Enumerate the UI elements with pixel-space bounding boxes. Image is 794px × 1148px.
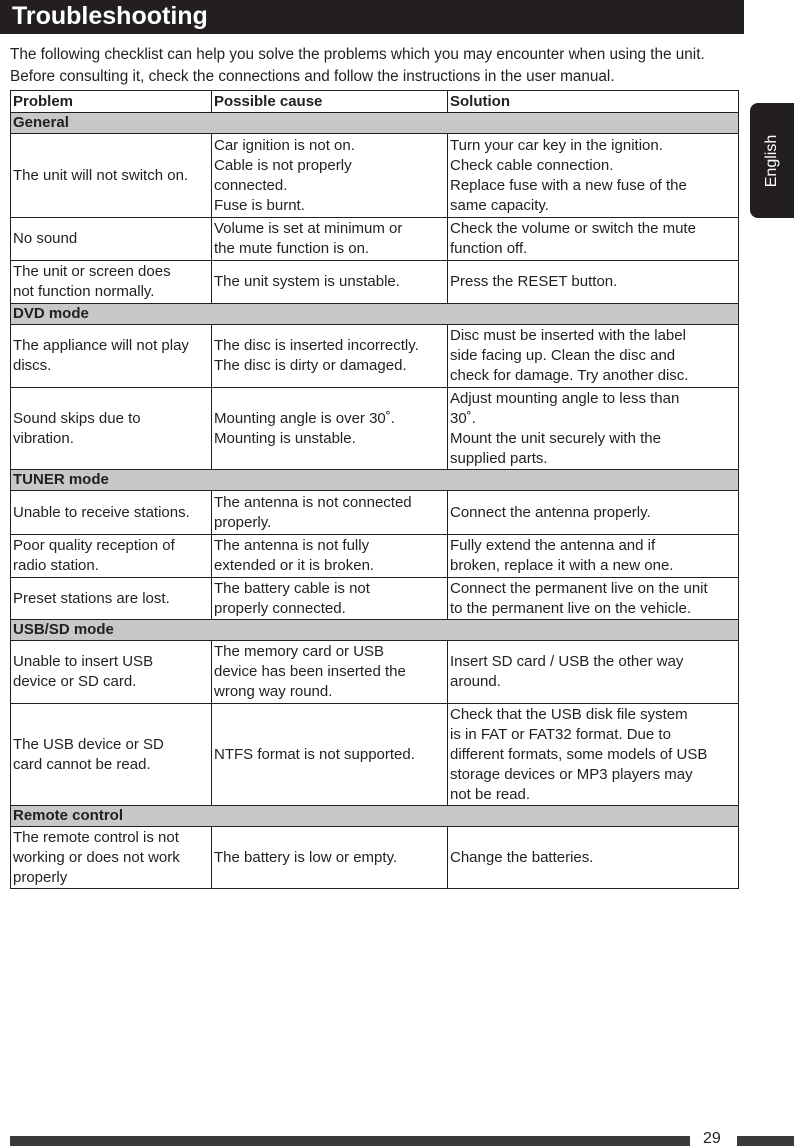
problem-cell: Preset stations are lost. xyxy=(11,578,212,620)
problem-cell: The unit or screen does not function normally. xyxy=(11,261,212,304)
table-row xyxy=(11,535,739,578)
header-cause: Possible cause xyxy=(212,91,448,113)
problem-cell: Unable to receive stations. xyxy=(11,491,212,535)
header-row xyxy=(11,91,739,113)
table-row xyxy=(11,578,739,620)
header-solution: Solution xyxy=(448,91,739,113)
solution-cell: Check that the USB disk file system is in FAT or FAT32 format. Due to different formats, some models of USB storage devices or MP3 players may not be read. xyxy=(448,704,739,806)
header-problem: Problem xyxy=(11,91,212,113)
problem-cell: No sound xyxy=(11,218,212,261)
page-title: Troubleshooting xyxy=(12,2,208,30)
section-title: TUNER mode xyxy=(11,470,739,491)
section-row xyxy=(11,304,739,325)
section-title: Remote control xyxy=(11,806,739,827)
solution-cell: Adjust mounting angle to less than 30˚. Mount the unit securely with the supplied parts. xyxy=(448,388,739,470)
page-number: 29 xyxy=(703,1130,721,1147)
table-row xyxy=(11,827,739,889)
table-row xyxy=(11,134,739,218)
table-row xyxy=(11,388,739,470)
section-title: USB/SD mode xyxy=(11,620,739,641)
solution-cell: Turn your car key in the ignition. Check cable connection. Replace fuse with a new fuse of the same capacity. xyxy=(448,134,739,218)
troubleshooting-table xyxy=(10,90,739,889)
solution-cell: Disc must be inserted with the label side facing up. Clean the disc and check for damage. Try another disc. xyxy=(448,325,739,388)
table-row xyxy=(11,491,739,535)
cause-cell: The unit system is unstable. xyxy=(212,261,448,304)
cause-cell: NTFS format is not supported. xyxy=(212,704,448,806)
title-bar xyxy=(0,0,744,34)
footer-bar-left xyxy=(10,1136,690,1146)
solution-cell: Insert SD card / USB the other way around. xyxy=(448,641,739,704)
solution-cell: Press the RESET button. xyxy=(448,261,739,304)
solution-cell: Connect the antenna properly. xyxy=(448,491,739,535)
table-row xyxy=(11,325,739,388)
cause-cell: Volume is set at minimum or the mute function is on. xyxy=(212,218,448,261)
language-tab-label: English xyxy=(763,134,780,187)
table-row xyxy=(11,641,739,704)
section-row xyxy=(11,806,739,827)
cause-cell: Car ignition is not on. Cable is not properly connected. Fuse is burnt. xyxy=(212,134,448,218)
section-row xyxy=(11,620,739,641)
solution-cell: Change the batteries. xyxy=(448,827,739,889)
table-row xyxy=(11,218,739,261)
cause-cell: The battery cable is not properly connected. xyxy=(212,578,448,620)
cause-cell: The antenna is not connected properly. xyxy=(212,491,448,535)
cause-cell: The battery is low or empty. xyxy=(212,827,448,889)
problem-cell: The appliance will not play discs. xyxy=(11,325,212,388)
table-row xyxy=(11,704,739,806)
problem-cell: Sound skips due to vibration. xyxy=(11,388,212,470)
cause-cell: The memory card or USB device has been inserted the wrong way round. xyxy=(212,641,448,704)
solution-cell: Check the volume or switch the mute function off. xyxy=(448,218,739,261)
cause-cell: The disc is inserted incorrectly. The disc is dirty or damaged. xyxy=(212,325,448,388)
section-title: General xyxy=(11,113,739,134)
problem-cell: The unit will not switch on. xyxy=(11,134,212,218)
solution-cell: Fully extend the antenna and if broken, replace it with a new one. xyxy=(448,535,739,578)
problem-cell: Unable to insert USB device or SD card. xyxy=(11,641,212,704)
section-title: DVD mode xyxy=(11,304,739,325)
footer-bar-right xyxy=(737,1136,794,1146)
solution-cell: Connect the permanent live on the unit to the permanent live on the vehicle. xyxy=(448,578,739,620)
problem-cell: The USB device or SD card cannot be read. xyxy=(11,704,212,806)
section-row xyxy=(11,113,739,134)
language-tab xyxy=(750,103,794,218)
intro-text: The following checklist can help you solve the problems which you may encounter when using the unit. Before consulting it, check the connections and follow the instructions in the user manual. xyxy=(10,46,705,85)
cause-cell: Mounting angle is over 30˚. Mounting is unstable. xyxy=(212,388,448,470)
section-row xyxy=(11,470,739,491)
cause-cell: The antenna is not fully extended or it is broken. xyxy=(212,535,448,578)
problem-cell: The remote control is not working or does not work properly xyxy=(11,827,212,889)
table-row xyxy=(11,261,739,304)
problem-cell: Poor quality reception of radio station. xyxy=(11,535,212,578)
